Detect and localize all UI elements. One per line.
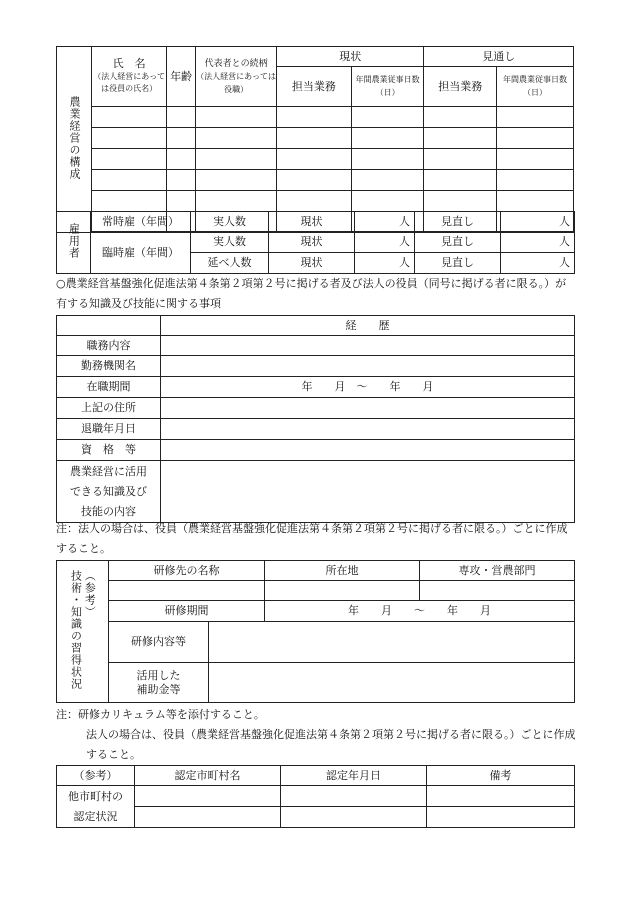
management-composition-table bbox=[56, 46, 574, 233]
table-row bbox=[57, 191, 574, 212]
unit-label[interactable]: 人 bbox=[501, 212, 575, 232]
remarks-header: 備考 bbox=[427, 766, 575, 786]
section-label: （参考） bbox=[57, 766, 135, 786]
current-label: 現状 bbox=[269, 253, 355, 274]
section-label: 他市町村の認定状況 bbox=[57, 786, 135, 828]
municipality-header: 認定市町村名 bbox=[135, 766, 281, 786]
future-label: 見直し bbox=[415, 253, 501, 274]
section-label: 技術・知識の習得状況（参考） bbox=[57, 561, 109, 703]
note-1: 注：法人の場合は、役員（農業経営基盤強化促進法第４条第２項第２号に掲げる者に限る。）ごとに作成すること。 bbox=[56, 522, 568, 555]
training-table bbox=[56, 560, 575, 703]
row-label: 資 格 等 bbox=[57, 440, 161, 461]
unit-label[interactable]: 人 bbox=[355, 253, 415, 274]
unit-label[interactable]: 人 bbox=[501, 232, 575, 253]
total-count-label: 延べ人数 bbox=[191, 253, 269, 274]
row-label: 退職年月日 bbox=[57, 419, 161, 440]
duty-header: 担当業務 bbox=[277, 67, 352, 107]
name-header: 氏 名 （法人経営にあっては役員の氏名） bbox=[92, 47, 167, 107]
days-header: 年間農業従事日数（日） bbox=[497, 67, 574, 107]
row-label: 職務内容 bbox=[57, 336, 161, 356]
row-label: 在職期間 bbox=[57, 377, 161, 398]
date-header: 認定年月日 bbox=[281, 766, 427, 786]
duty-header: 担当業務 bbox=[424, 67, 497, 107]
career-table bbox=[56, 315, 575, 523]
current-header: 現状 bbox=[277, 47, 424, 67]
subsidy-label: 活用した補助金等 bbox=[109, 663, 209, 703]
note-2b: 法人の場合は、役員（農業経営基盤強化促進法第４条第２項第２号に掲げる者に限る。）ごとに作成すること。 bbox=[86, 728, 576, 761]
real-count-label: 実人数 bbox=[191, 212, 269, 232]
note-2a: 注：研修カリキュラム等を添付すること。 bbox=[56, 708, 265, 721]
section-label: 雇用者 bbox=[57, 212, 91, 274]
period-field[interactable]: 年 月 ～ 年 月 bbox=[161, 377, 575, 398]
major-header: 専攻・営農部門 bbox=[420, 561, 575, 581]
row-label: 農業経営に活用できる知識及び技能の内容 bbox=[57, 461, 161, 523]
current-label: 現状 bbox=[269, 212, 355, 232]
table-row bbox=[57, 107, 574, 128]
unit-label[interactable]: 人 bbox=[355, 212, 415, 232]
permanent-label: 常時雇（年間） bbox=[91, 212, 191, 232]
row-label: 上記の住所 bbox=[57, 398, 161, 419]
future-label: 見直し bbox=[415, 232, 501, 253]
future-label: 見直し bbox=[415, 212, 501, 232]
current-label: 現状 bbox=[269, 232, 355, 253]
unit-label[interactable]: 人 bbox=[355, 232, 415, 253]
other-municipality-table bbox=[56, 765, 575, 828]
unit-label[interactable]: 人 bbox=[501, 253, 575, 274]
section-label: 農業経営の構成 bbox=[57, 47, 92, 233]
days-header: 年間農業従事日数（日） bbox=[351, 67, 424, 107]
temporary-label: 臨時雇（年間） bbox=[91, 232, 191, 274]
period-field[interactable]: 年 月 ～ 年 月 bbox=[265, 601, 575, 622]
table-row bbox=[57, 149, 574, 170]
career-header: 経 歴 bbox=[161, 316, 575, 336]
row-label: 勤務機関名 bbox=[57, 356, 161, 377]
table-row bbox=[57, 170, 574, 191]
content-label: 研修内容等 bbox=[109, 622, 209, 663]
age-header: 年齢 bbox=[167, 47, 196, 107]
period-label: 研修期間 bbox=[109, 601, 265, 622]
table-row bbox=[57, 128, 574, 149]
trainer-name-header: 研修先の名称 bbox=[109, 561, 265, 581]
knowledge-section-heading: ○農業経営基盤強化促進法第４条第２項第２号に掲げる者及び法人の役員（同号に掲げる者に限る。）が有する知識及び技能に関する事項 bbox=[56, 277, 567, 310]
employees-table bbox=[56, 211, 575, 274]
relation-header: 代表者との続柄 （法人経営にあっては役職） bbox=[196, 47, 277, 107]
future-header: 見通し bbox=[424, 47, 574, 67]
location-header: 所在地 bbox=[265, 561, 420, 581]
real-count-label: 実人数 bbox=[191, 232, 269, 253]
